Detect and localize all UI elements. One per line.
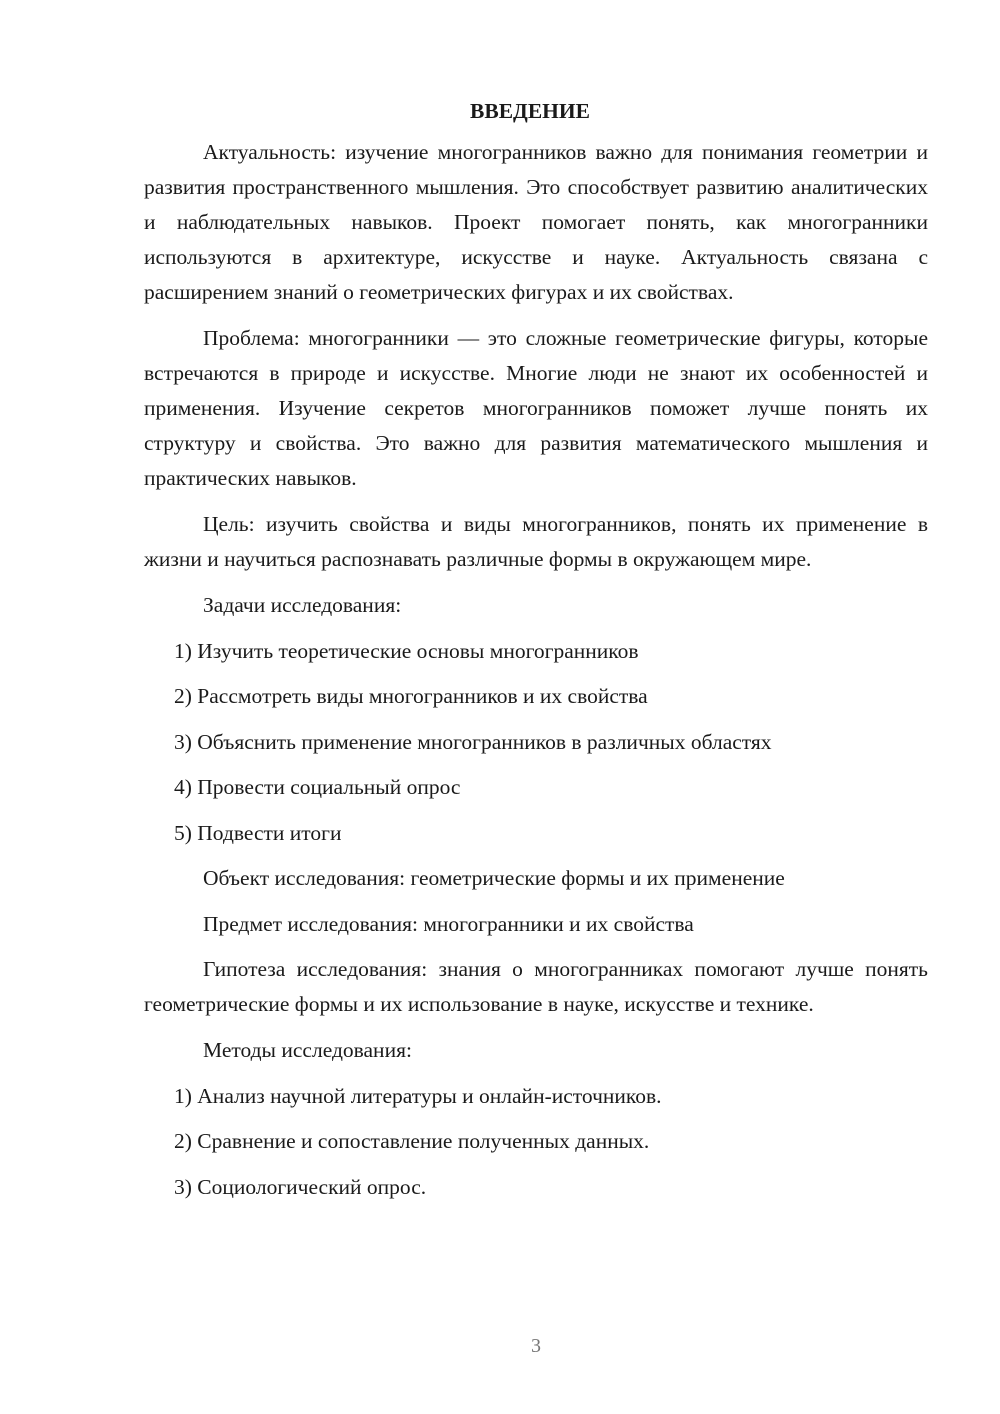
list-item: 1) Анализ научной литературы и онлайн-источников. — [174, 1083, 662, 1108]
list-item: 1) Изучить теоретические основы многогранников — [174, 638, 639, 663]
object-line: Объект исследования: геометрические формы и их применение — [203, 866, 785, 890]
subject-line: Предмет исследования: многогранники и их свойства — [203, 911, 694, 936]
list-item: 5) Подвести итоги — [174, 820, 342, 845]
list-item: 4) Провести социальный опрос — [174, 775, 461, 799]
page-number: 3 — [531, 1335, 541, 1357]
list-item: 3) Объяснить применение многогранников в различных областях — [174, 729, 772, 754]
relevance-paragraph: Актуальность: изучение многогранников важно для понимания геометрии и развития пространственного мышления. Это способствует развитию аналитических и наблюдательных навыков. Проект помогает понять, как многогранники используются в архитектуре, искусстве и науке. Актуальность связана с расширением знаний о геометрических фигурах и их свойствах. — [144, 140, 928, 304]
goal-paragraph: Цель: изучить свойства и виды многогранников, понять их применение в жизни и научиться распознавать различные формы в окружающем мире. — [144, 512, 928, 571]
list-item: 2) Сравнение и сопоставление полученных данных. — [174, 1129, 650, 1153]
hypothesis-paragraph: Гипотеза исследования: знания о многогранниках помогают лучше понять геометрические формы и их использование в науке, искусстве и технике. — [144, 957, 928, 1016]
list-item: 2) Рассмотреть виды многогранников и их свойства — [174, 684, 648, 708]
tasks-heading: Задачи исследования: — [203, 593, 402, 617]
methods-list — [144, 1079, 928, 1205]
list-item: 3) Социологический опрос. — [174, 1174, 427, 1199]
section-title: ВВЕДЕНИЕ — [470, 99, 590, 123]
document-page — [144, 94, 928, 1205]
tasks-list — [144, 634, 928, 851]
problem-paragraph: Проблема: многогранники — это сложные геометрические фигуры, которые встречаются в природе и искусстве. Многие люди не знают их особенностей и применения. Изучение секретов многогранников поможет лучше понять их структуру и свойства. Это важно для развития математического мышления и практических навыков. — [144, 326, 928, 490]
methods-heading: Методы исследования: — [203, 1038, 412, 1062]
